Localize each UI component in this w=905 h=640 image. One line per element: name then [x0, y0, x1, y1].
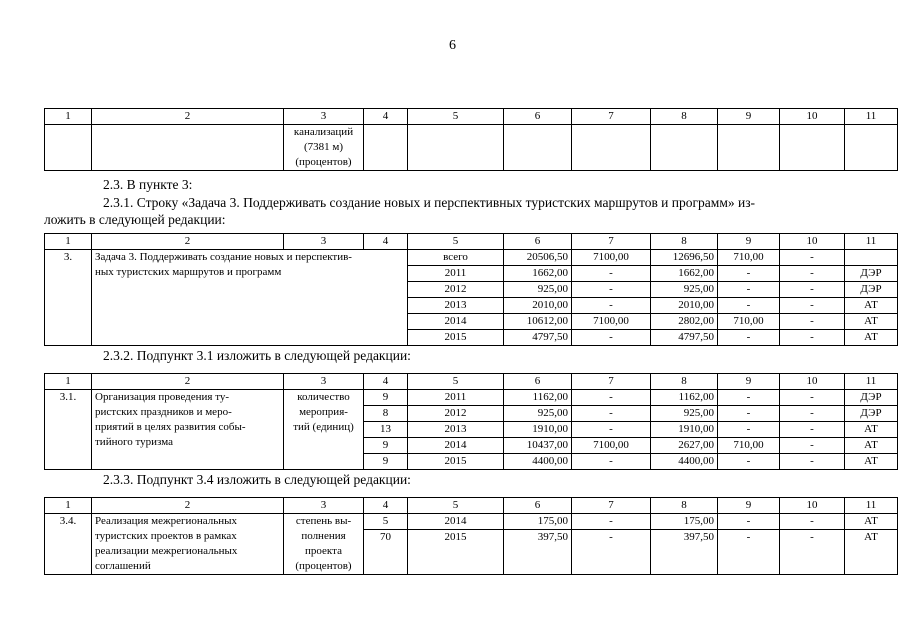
paragraph-2-3-3: 2.3.3. Подпункт 3.4 изложить в следующей редакции:: [103, 472, 411, 487]
value-cell: -: [718, 530, 780, 575]
activity-name-line: приятий в целях развития собы-: [95, 421, 246, 433]
year-cell: 2011: [408, 390, 504, 406]
unit-line: (7381 м): [303, 141, 344, 153]
executor-cell: ДЭР: [845, 390, 898, 406]
value-cell: 4400,00: [651, 454, 718, 470]
value-cell: -: [572, 454, 651, 470]
indicator-cell: 9: [364, 390, 408, 406]
item-number: 3.: [45, 250, 92, 346]
unit-line: (процентов): [295, 560, 352, 572]
header-cell: 10: [780, 498, 845, 514]
header-cell: 6: [504, 234, 572, 250]
value-cell: 397,50: [651, 530, 718, 575]
value-cell: 925,00: [651, 406, 718, 422]
indicator-cell: 9: [364, 438, 408, 454]
header-cell: 6: [504, 374, 572, 390]
value-cell: 1162,00: [651, 390, 718, 406]
executor-cell: ДЭР: [845, 266, 898, 282]
unit-line: (процентов): [295, 156, 352, 168]
value-cell: -: [718, 422, 780, 438]
header-cell: 4: [364, 374, 408, 390]
value-cell: -: [718, 454, 780, 470]
table-cell: [572, 125, 651, 171]
unit-line: полнения: [301, 530, 346, 542]
year-cell: 2014: [408, 438, 504, 454]
value-cell: 710,00: [718, 250, 780, 266]
header-cell: 7: [572, 234, 651, 250]
header-cell: 9: [718, 234, 780, 250]
header-cell: 10: [780, 234, 845, 250]
value-cell: -: [780, 282, 845, 298]
indicator-cell: 70: [364, 530, 408, 575]
value-cell: 925,00: [651, 282, 718, 298]
table-cell: [780, 125, 845, 171]
value-cell: 7100,00: [572, 314, 651, 330]
header-cell: 5: [408, 234, 504, 250]
value-cell: 1910,00: [651, 422, 718, 438]
header-cell: 5: [408, 109, 504, 125]
executor-cell: ДЭР: [845, 406, 898, 422]
value-cell: -: [780, 330, 845, 346]
paragraph-2-3-1: 2.3.1. Строку «Задача 3. Поддерживать создание новых и перспективных туристских маршрутов и программ» из-: [103, 195, 756, 210]
header-cell: 9: [718, 109, 780, 125]
header-cell: 8: [651, 498, 718, 514]
header-cell: 5: [408, 498, 504, 514]
page-number: 6: [449, 38, 456, 53]
header-cell: 9: [718, 498, 780, 514]
value-cell: 2010,00: [504, 298, 572, 314]
value-cell: -: [572, 266, 651, 282]
unit-cell: [284, 125, 364, 171]
table-cell: [651, 125, 718, 171]
header-cell: 4: [364, 234, 408, 250]
activity-name-line: Организация проведения ту-: [95, 391, 230, 403]
activity-name: [92, 390, 284, 470]
header-row: [45, 109, 898, 125]
table-cell: [408, 125, 504, 171]
item-number: 3.1.: [45, 390, 92, 470]
value-cell: -: [718, 330, 780, 346]
value-cell: -: [572, 330, 651, 346]
value-cell: 2802,00: [651, 314, 718, 330]
activity-name-line: ристских праздников и меро-: [95, 406, 232, 418]
table-cell: [504, 125, 572, 171]
year-cell: 2013: [408, 298, 504, 314]
activity-name-line: Реализация межрегиональных: [95, 515, 238, 527]
paragraph-2-3-2: 2.3.2. Подпункт 3.1 изложить в следующей редакции:: [103, 348, 411, 363]
value-cell: 7100,00: [572, 438, 651, 454]
value-cell: -: [718, 282, 780, 298]
executor-cell: АТ: [845, 530, 898, 575]
value-cell: -: [718, 390, 780, 406]
header-cell: 8: [651, 234, 718, 250]
header-cell: 7: [572, 498, 651, 514]
paragraph-2-3: 2.3. В пункте 3:: [103, 177, 193, 192]
value-cell: -: [718, 266, 780, 282]
header-cell: 3: [284, 498, 364, 514]
value-cell: 4797,50: [504, 330, 572, 346]
value-cell: -: [780, 266, 845, 282]
value-cell: -: [572, 422, 651, 438]
header-cell: 3: [284, 374, 364, 390]
executor-cell: АТ: [845, 514, 898, 530]
value-cell: -: [718, 514, 780, 530]
value-cell: -: [780, 406, 845, 422]
value-cell: 710,00: [718, 314, 780, 330]
header-cell: 3: [284, 109, 364, 125]
activity-name-line: реализации межрегиональных: [95, 545, 238, 557]
value-cell: -: [718, 406, 780, 422]
value-cell: -: [572, 406, 651, 422]
item-number: 3.4.: [45, 514, 92, 575]
table-cell: [718, 125, 780, 171]
header-cell: 6: [504, 498, 572, 514]
year-cell: 2012: [408, 282, 504, 298]
value-cell: -: [718, 298, 780, 314]
executor-cell: АТ: [845, 454, 898, 470]
value-cell: -: [780, 314, 845, 330]
header-cell: 2: [92, 374, 284, 390]
year-cell: 2011: [408, 266, 504, 282]
table-row: [45, 514, 898, 530]
value-cell: -: [780, 514, 845, 530]
year-cell: 2013: [408, 422, 504, 438]
header-cell: 1: [45, 234, 92, 250]
value-cell: 10612,00: [504, 314, 572, 330]
value-cell: 10437,00: [504, 438, 572, 454]
executor-cell: [845, 250, 898, 266]
header-cell: 10: [780, 374, 845, 390]
indicator-cell: 9: [364, 454, 408, 470]
year-cell: 2012: [408, 406, 504, 422]
value-cell: 2010,00: [651, 298, 718, 314]
table-subitem-3-4: [44, 497, 898, 575]
header-cell: 2: [92, 234, 284, 250]
unit-line: проекта: [305, 545, 342, 557]
value-cell: 4400,00: [504, 454, 572, 470]
value-cell: -: [572, 514, 651, 530]
year-cell: 2015: [408, 454, 504, 470]
activity-name-line: соглашений: [95, 560, 151, 572]
header-cell: 11: [845, 234, 898, 250]
value-cell: -: [572, 282, 651, 298]
table-row: [45, 125, 898, 171]
unit-cell: [284, 514, 364, 575]
value-cell: -: [780, 250, 845, 266]
value-cell: 1662,00: [651, 266, 718, 282]
header-cell: 10: [780, 109, 845, 125]
task-name: [92, 250, 408, 346]
table-row: [45, 390, 898, 406]
table-cell: [45, 125, 92, 171]
header-cell: 7: [572, 374, 651, 390]
executor-cell: АТ: [845, 314, 898, 330]
value-cell: 710,00: [718, 438, 780, 454]
value-cell: 925,00: [504, 406, 572, 422]
unit-line: степень вы-: [295, 515, 352, 527]
executor-cell: АТ: [845, 330, 898, 346]
value-cell: 20506,50: [504, 250, 572, 266]
header-row: [45, 374, 898, 390]
activity-name-line: тийного туризма: [95, 436, 173, 448]
value-cell: -: [572, 390, 651, 406]
activity-name: [92, 514, 284, 575]
header-cell: 8: [651, 109, 718, 125]
value-cell: 1910,00: [504, 422, 572, 438]
header-cell: 1: [45, 374, 92, 390]
header-cell: 9: [718, 374, 780, 390]
value-cell: 175,00: [504, 514, 572, 530]
unit-line: мероприя-: [299, 406, 348, 418]
value-cell: -: [572, 298, 651, 314]
header-cell: 2: [92, 498, 284, 514]
indicator-cell: 8: [364, 406, 408, 422]
indicator-cell: 5: [364, 514, 408, 530]
year-cell: 2014: [408, 514, 504, 530]
value-cell: 1662,00: [504, 266, 572, 282]
header-cell: 2: [92, 109, 284, 125]
value-cell: 397,50: [504, 530, 572, 575]
value-cell: 4797,50: [651, 330, 718, 346]
task-name-line: Задача 3. Поддерживать создание новых и перспектив-: [95, 251, 352, 263]
header-cell: 1: [45, 498, 92, 514]
header-cell: 4: [364, 109, 408, 125]
value-cell: 925,00: [504, 282, 572, 298]
table-subitem-3-1: [44, 373, 898, 470]
header-cell: 5: [408, 374, 504, 390]
table-row: [45, 250, 898, 266]
header-cell: 4: [364, 498, 408, 514]
year-cell: 2015: [408, 530, 504, 575]
value-cell: -: [780, 298, 845, 314]
value-cell: 12696,50: [651, 250, 718, 266]
header-cell: 3: [284, 234, 364, 250]
paragraph-2-3-1-cont: ложить в следующей редакции:: [44, 212, 226, 227]
header-cell: 6: [504, 109, 572, 125]
year-cell: 2014: [408, 314, 504, 330]
indicator-cell: 13: [364, 422, 408, 438]
value-cell: -: [780, 438, 845, 454]
value-cell: 2627,00: [651, 438, 718, 454]
executor-cell: ДЭР: [845, 282, 898, 298]
task-name-line: ных туристских маршрутов и программ: [95, 266, 282, 278]
value-cell: -: [780, 454, 845, 470]
header-cell: 11: [845, 109, 898, 125]
activity-name-line: туристских проектов в рамках: [95, 530, 237, 542]
value-cell: -: [780, 422, 845, 438]
table-cell: [92, 125, 284, 171]
table-continuation: [44, 108, 898, 171]
unit-line: канализаций: [293, 126, 354, 138]
executor-cell: АТ: [845, 438, 898, 454]
header-row: [45, 234, 898, 250]
table-task-3: [44, 233, 898, 346]
header-cell: 11: [845, 374, 898, 390]
value-cell: 175,00: [651, 514, 718, 530]
value-cell: 7100,00: [572, 250, 651, 266]
executor-cell: АТ: [845, 298, 898, 314]
year-cell: 2015: [408, 330, 504, 346]
unit-line: количество: [297, 391, 350, 403]
header-cell: 8: [651, 374, 718, 390]
table-cell: [845, 125, 898, 171]
header-row: [45, 498, 898, 514]
unit-line: тий (единиц): [293, 421, 354, 433]
value-cell: -: [780, 390, 845, 406]
executor-cell: АТ: [845, 422, 898, 438]
unit-cell: [284, 390, 364, 470]
table-cell: [364, 125, 408, 171]
value-cell: -: [572, 530, 651, 575]
header-cell: 7: [572, 109, 651, 125]
value-cell: -: [780, 530, 845, 575]
header-cell: 11: [845, 498, 898, 514]
header-cell: 1: [45, 109, 92, 125]
year-cell: всего: [408, 250, 504, 266]
value-cell: 1162,00: [504, 390, 572, 406]
